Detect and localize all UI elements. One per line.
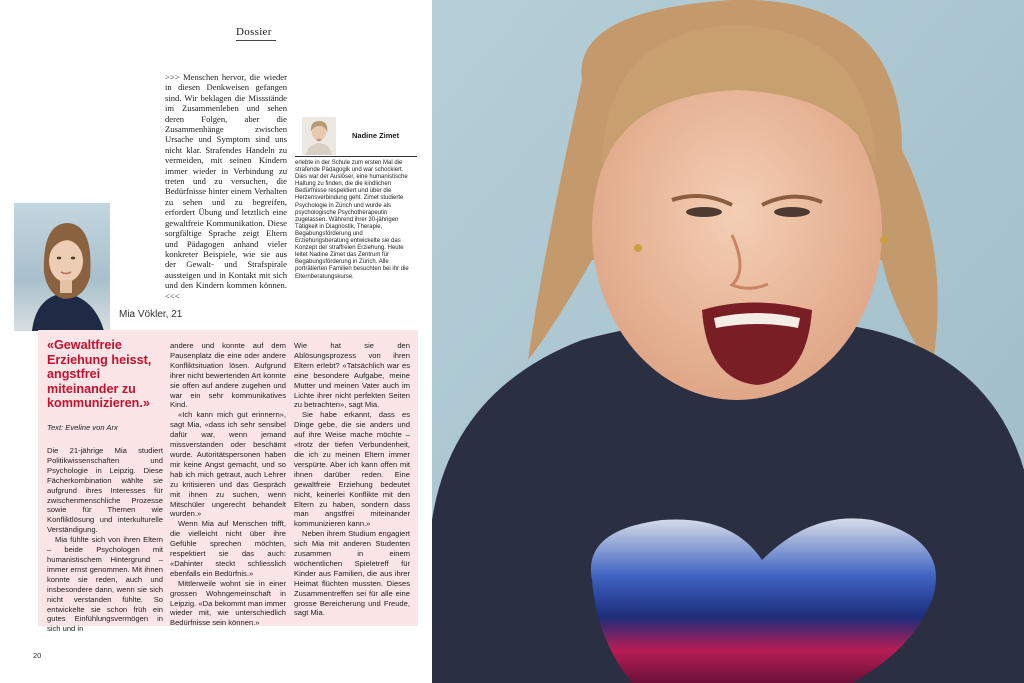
article-column-3 — [294, 341, 410, 618]
paragraph: andere und konnte auf dem Pausenplatz die eine oder andere Konfliktsituation lösen. Aufgrund ihrer nicht bewertenden Art konnte sie offen auf andere zugehen und war ein sehr kommunikatives Kind. — [170, 341, 286, 410]
section-rule — [236, 40, 276, 41]
screaming-girl-photo — [432, 0, 1024, 683]
page-number: 20 — [33, 651, 42, 660]
author-bio: erlebte in der Schule zum ersten Mal die strafende Pädagogik und war schockiert. Dies war der Auslöser, eine humanistische Haltung zu finden, die die kindlichen Bedürfnisse respektiert und über die Herzensverbindung geht. Zimet studierte Psychologie in Zürich und wurde als psychologische Psychotherapeutin zugelassen. Während ihrer 30-jährigen Tätigkeit in Diagnostik, Therapie, Begabungsförderung und Erziehungsberatung entwickelte sie das Konzept der straffreien Erziehung. Heute leitet Nadine Zimet das Zentrum für Begabungsförderung in Zürich. Alle porträtierten Familien besuchten bei ihr die Elternberatungskurse. — [295, 160, 409, 280]
left-page — [0, 0, 432, 683]
author-photo — [302, 117, 336, 155]
article-headline: «Gewaltfreie Erziehung heisst, angstfrei miteinander zu kommunizieren.» — [47, 338, 152, 411]
article-byline: Text: Eveline von Arx — [47, 423, 118, 432]
paragraph: Die 21-jährige Mia studiert Politikwissenschaften und Psychologie in Leipzig. Diese Fächerkombination wählte sie aufgrund ihres Interesses für zwischenmenschliche Prozesse sowie für Themen wie Konfliktlösung und interkulturelle Verständigung. — [47, 446, 163, 535]
portrait-caption: Mia Vökler, 21 — [119, 309, 183, 320]
author-name: Nadine Zimet — [352, 131, 400, 140]
paragraph: Neben ihrem Studium engagiert sich Mia mit anderen Studenten zusammen in einem wöchentlichen Spieletreff für Kinder aus Familien, die aus ihrer Heimat flüchten mussten. Dieses Zusammentreffen sei für alle eine grosse Bereicherung und Freude, sagt Mia. — [294, 529, 410, 618]
paragraph: «Ich kann mich gut erinnern», sagt Mia, «dass ich sehr sensibel dafür war, wenn jemand missverstanden oder beschämt wurde. Autoritätspersonen haben mir keine Angst gemacht, und so hab ich mich getraut, auch Lehrer zu kritisieren und das Gespräch mit ihnen zu suchen, wenn Mitschüler ungerecht behandelt wurden.» — [170, 410, 286, 519]
paragraph: Sie habe erkannt, dass es Dinge gebe, die sie anders und auf ihre Weise mache möchte – «trotz der tiefen Verbundenheit, die ich zu meinen Eltern immer verspürte. Aber ich kann offen mit ihnen darüber reden. Eine gewaltfreie Erziehung bedeutet nicht, keinerlei Konflikte mit den Eltern zu haben, sondern dass man angstfrei miteinander kommunizieren kann.» — [294, 410, 410, 529]
bio-divider — [295, 156, 417, 157]
continued-article-text: >>> Menschen hervor, die wieder in diesen Denkweisen gefangen sind. Wir beklagen die Missstände im Zusammenleben und sehen deren Folgen, aber die Zusammenhänge zwischen Ursache und Symptom sind uns nicht klar. Strafendes Handeln zu vermeiden, mit seinen Kindern immer wieder in Verbindung zu treten und zu versuchen, die Bedürfnisse hinter einem Verhalten zu sehen und zu begreifen, erfordert Übung und letztlich eine gewaltfreie Kommunikation. Diese sorgfältige Sprache zeigt Eltern und Pädagogen anhand vieler konkreter Beispiele, wie sie aus der Gewalt- und Strafspirale aussteigen und in Kontakt mit sich und den Kindern kommen können. <<< — [165, 72, 287, 301]
section-title: Dossier — [236, 26, 272, 38]
paragraph: Wenn Mia auf Menschen trifft, die vielleicht nicht über ihre Gefühle sprechen möchten, respektiert sie das auch: «Dahinter steckt schliesslich ebenfalls ein Bedürfnis.» — [170, 519, 286, 578]
paragraph: Mittlerweile wohnt sie in einer grossen Wohngemeinschaft in Leipzig. «Da bekommt man immer wieder mit, wie unterschiedlich Bedürfnisse sein können.» — [170, 578, 286, 628]
article-column-2 — [170, 341, 286, 628]
portrait-photo — [14, 203, 110, 331]
paragraph: Wie hat sie den Ablösungsprozess von ihren Eltern erlebt? «Tatsächlich war es eine besondere Aufgabe, meine Mutter und meinen Vater auch im Lichte ihrer nicht perfekten Seiten zu betrachten», sagt Mia. — [294, 341, 410, 410]
paragraph: Mia fühlte sich von ihren Eltern – beide Psychologen mit humanistischem Hintergrund – immer ernst genommen. Mit ihnen konnte sie reden, auch und insbesondere dann, wenn sie sich nicht verstanden fühlte. So entwickelte sie schon früh ein gutes Einfühlungsvermögen in sich und in — [47, 535, 163, 634]
article-column-1 — [47, 446, 163, 634]
